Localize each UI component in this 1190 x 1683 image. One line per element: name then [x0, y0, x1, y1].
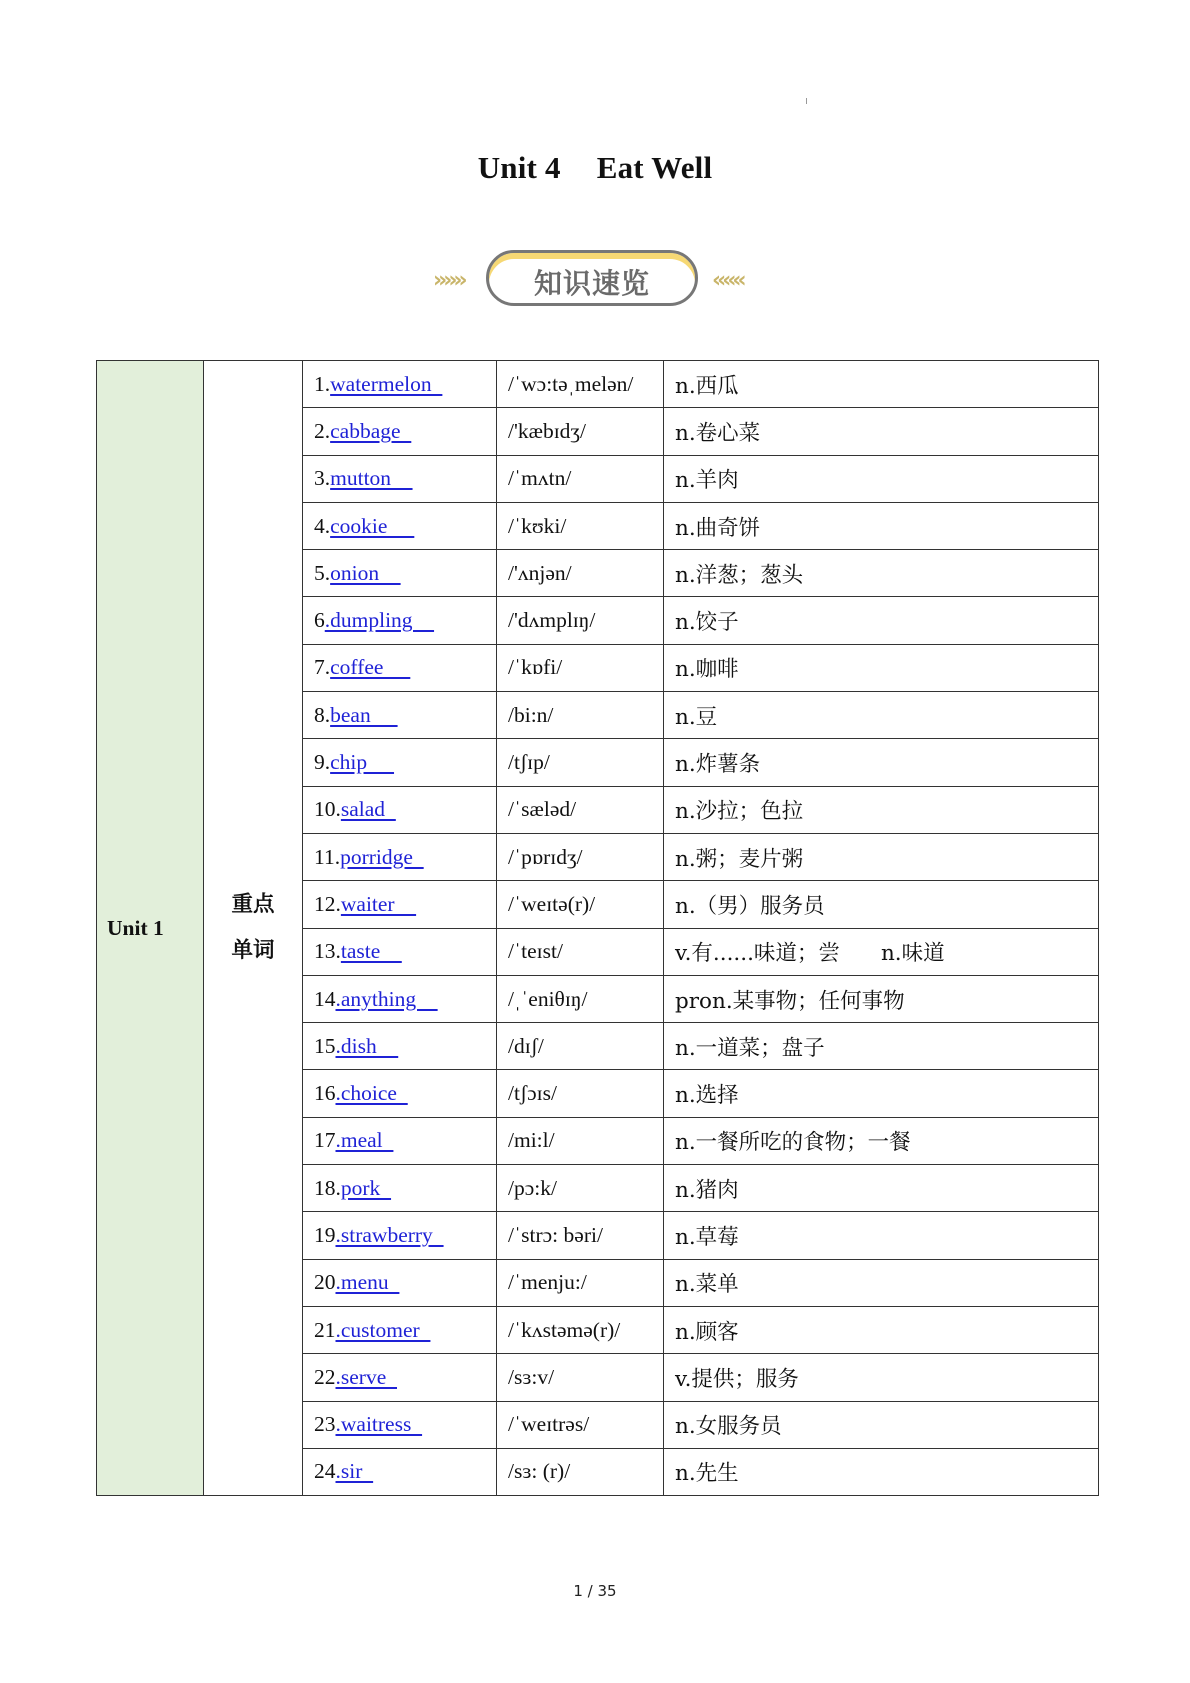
- meaning-cell: v.提供；服务: [664, 1354, 1099, 1401]
- vocab-word-link[interactable]: pork: [340, 1175, 392, 1200]
- vocab-word-link[interactable]: .choice: [335, 1081, 408, 1106]
- word-cell: [303, 1212, 497, 1259]
- vocab-word-link[interactable]: .serve: [335, 1364, 397, 1389]
- vocab-word-link[interactable]: salad: [340, 797, 396, 822]
- vocab-word-link[interactable]: chip: [330, 750, 395, 775]
- phonetic-cell: /ˈwɔ:təˌmelən/: [497, 361, 664, 408]
- vocab-word-link[interactable]: cabbage: [330, 418, 412, 443]
- phonetic-cell: /ˈteɪst/: [497, 928, 664, 975]
- meaning-cell: n.顾客: [664, 1306, 1099, 1353]
- meaning-cell: n.卷心菜: [664, 408, 1099, 455]
- meaning-cell: n.咖啡: [664, 644, 1099, 691]
- title-unit: Unit 4: [477, 150, 561, 185]
- word-cell: [303, 361, 497, 408]
- word-number: 11.: [314, 844, 341, 869]
- meaning-cell: n.沙拉；色拉: [664, 786, 1099, 833]
- phonetic-cell: /mi:l/: [497, 1117, 664, 1164]
- meaning-cell: n.炸薯条: [664, 739, 1099, 786]
- word-number: 16: [314, 1081, 336, 1106]
- phonetic-cell: /'kæbɪdʒ/: [497, 408, 664, 455]
- section-badge-label: 知识速览: [533, 267, 650, 300]
- vocab-word-link[interactable]: watermelon: [330, 371, 443, 396]
- unit-label-cell: Unit 1: [97, 361, 204, 1496]
- category-line-2: 单词: [231, 938, 275, 964]
- word-cell: [303, 833, 497, 880]
- phonetic-cell: /pɔ:k/: [497, 1165, 664, 1212]
- meaning-cell: n.粥；麦片粥: [664, 833, 1099, 880]
- category-line-1: 重点: [231, 892, 275, 918]
- word-cell: [303, 1259, 497, 1306]
- phonetic-cell: /ˈmenju:/: [497, 1259, 664, 1306]
- meaning-cell: n.选择: [664, 1070, 1099, 1117]
- word-number: 17: [314, 1128, 336, 1153]
- word-cell: [303, 1401, 497, 1448]
- vocab-word-link[interactable]: mutton: [330, 466, 413, 491]
- vocab-word-link[interactable]: onion: [330, 560, 401, 585]
- word-number: 23: [314, 1412, 336, 1437]
- word-number: 15: [314, 1033, 336, 1058]
- word-number: 22: [314, 1364, 336, 1389]
- word-cell: [303, 644, 497, 691]
- chevrons-right-icon: »»»: [433, 268, 464, 293]
- vocab-word-link[interactable]: .strawberry: [335, 1222, 444, 1247]
- phonetic-cell: /ˌˈeniθɪŋ/: [497, 975, 664, 1022]
- word-cell: [303, 408, 497, 455]
- word-number: 14: [314, 986, 336, 1011]
- section-header: [0, 248, 1190, 314]
- phonetic-cell: /ˈweɪtə(r)/: [497, 881, 664, 928]
- page-number: 1 / 35: [573, 1582, 617, 1600]
- vocab-word-link[interactable]: .meal: [335, 1128, 394, 1153]
- vocab-word-link[interactable]: .dumpling: [324, 608, 435, 633]
- vocab-word-link[interactable]: .customer: [335, 1317, 431, 1342]
- word-number: 24: [314, 1459, 336, 1484]
- meaning-cell: n.饺子: [664, 597, 1099, 644]
- meaning-cell: n.女服务员: [664, 1401, 1099, 1448]
- phonetic-cell: /'ʌnjən/: [497, 550, 664, 597]
- word-cell: [303, 550, 497, 597]
- word-number: 4.: [314, 513, 331, 538]
- vocab-word-link[interactable]: .waitress: [335, 1412, 423, 1437]
- table-row: [97, 361, 1099, 408]
- phonetic-cell: /tʃɔɪs/: [497, 1070, 664, 1117]
- word-number: 21: [314, 1317, 336, 1342]
- word-number: 19: [314, 1222, 336, 1247]
- word-number: 3.: [314, 466, 331, 491]
- vocabulary-table: [96, 360, 1099, 1496]
- word-cell: [303, 1448, 497, 1495]
- word-number: 13.: [314, 939, 341, 964]
- word-number: 9.: [314, 750, 331, 775]
- word-cell: [303, 692, 497, 739]
- word-cell: [303, 1023, 497, 1070]
- meaning-cell: n.洋葱；葱头: [664, 550, 1099, 597]
- word-number: 10.: [314, 797, 341, 822]
- phonetic-cell: /ˈkʊki/: [497, 502, 664, 549]
- word-cell: [303, 928, 497, 975]
- word-number: 5.: [314, 560, 331, 585]
- phonetic-cell: /sɜ:v/: [497, 1354, 664, 1401]
- page-title: [0, 150, 1190, 186]
- vocab-word-link[interactable]: .anything: [335, 986, 438, 1011]
- meaning-cell: pron.某事物；任何事物: [664, 975, 1099, 1022]
- word-cell: [303, 455, 497, 502]
- meaning-cell: n.（男）服务员: [664, 881, 1099, 928]
- word-cell: [303, 1117, 497, 1164]
- vocab-word-link[interactable]: coffee: [330, 655, 411, 680]
- vocab-word-link[interactable]: cookie: [330, 513, 415, 538]
- phonetic-cell: /sɜ: (r)/: [497, 1448, 664, 1495]
- vocab-word-link[interactable]: .dish: [335, 1033, 399, 1058]
- word-number: 2.: [314, 418, 331, 443]
- word-number: 8.: [314, 702, 331, 727]
- phonetic-cell: /ˈpɒrɪdʒ/: [497, 833, 664, 880]
- title-topic: Eat Well: [596, 150, 713, 185]
- meaning-cell: n.一餐所吃的食物；一餐: [664, 1117, 1099, 1164]
- meaning-cell: n.猪肉: [664, 1165, 1099, 1212]
- phonetic-cell: /'dʌmplɪŋ/: [497, 597, 664, 644]
- section-badge: [486, 250, 698, 306]
- phonetic-cell: /ˈmʌtn/: [497, 455, 664, 502]
- word-cell: [303, 1306, 497, 1353]
- phonetic-cell: /bi:n/: [497, 692, 664, 739]
- meaning-cell: n.西瓜: [664, 361, 1099, 408]
- phonetic-cell: /ˈsæləd/: [497, 786, 664, 833]
- word-cell: [303, 502, 497, 549]
- phonetic-cell: /tʃɪp/: [497, 739, 664, 786]
- word-number: 7.: [314, 655, 331, 680]
- phonetic-cell: /ˈweɪtrəs/: [497, 1401, 664, 1448]
- meaning-cell: n.豆: [664, 692, 1099, 739]
- vocab-word-link[interactable]: .menu: [335, 1270, 400, 1295]
- word-number: 12.: [314, 891, 341, 916]
- meaning-cell: n.曲奇饼: [664, 502, 1099, 549]
- vocab-word-link[interactable]: .sir: [335, 1459, 374, 1484]
- word-cell: [303, 597, 497, 644]
- meaning-cell: n.一道菜；盘子: [664, 1023, 1099, 1070]
- phonetic-cell: /ˈkʌstəmə(r)/: [497, 1306, 664, 1353]
- meaning-cell: n.先生: [664, 1448, 1099, 1495]
- word-cell: [303, 739, 497, 786]
- meaning-cell: n.草莓: [664, 1212, 1099, 1259]
- word-cell: [303, 1165, 497, 1212]
- word-number: 1.: [314, 371, 331, 396]
- meaning-cell: n.菜单: [664, 1259, 1099, 1306]
- word-number: 20: [314, 1270, 336, 1295]
- vocab-word-link[interactable]: bean: [330, 702, 398, 727]
- chevrons-left-icon: «««: [712, 268, 743, 293]
- vocab-word-link[interactable]: waiter: [340, 891, 417, 916]
- vocab-word-link[interactable]: porridge: [340, 844, 424, 869]
- meaning-cell: v.有......味道；尝 n.味道: [664, 928, 1099, 975]
- phonetic-cell: /dɪʃ/: [497, 1023, 664, 1070]
- word-cell: [303, 1354, 497, 1401]
- word-cell: [303, 1070, 497, 1117]
- phonetic-cell: /ˈkɒfi/: [497, 644, 664, 691]
- word-cell: [303, 975, 497, 1022]
- vocab-word-link[interactable]: taste: [340, 939, 402, 964]
- word-cell: [303, 881, 497, 928]
- word-number: 6: [314, 608, 325, 633]
- meaning-cell: n.羊肉: [664, 455, 1099, 502]
- word-number: 18.: [314, 1175, 341, 1200]
- vocabulary-table-body: [97, 361, 1099, 1496]
- page-mark: [806, 98, 807, 104]
- category-cell: [204, 361, 303, 1496]
- phonetic-cell: /ˈstrɔ: bəri/: [497, 1212, 664, 1259]
- word-cell: [303, 786, 497, 833]
